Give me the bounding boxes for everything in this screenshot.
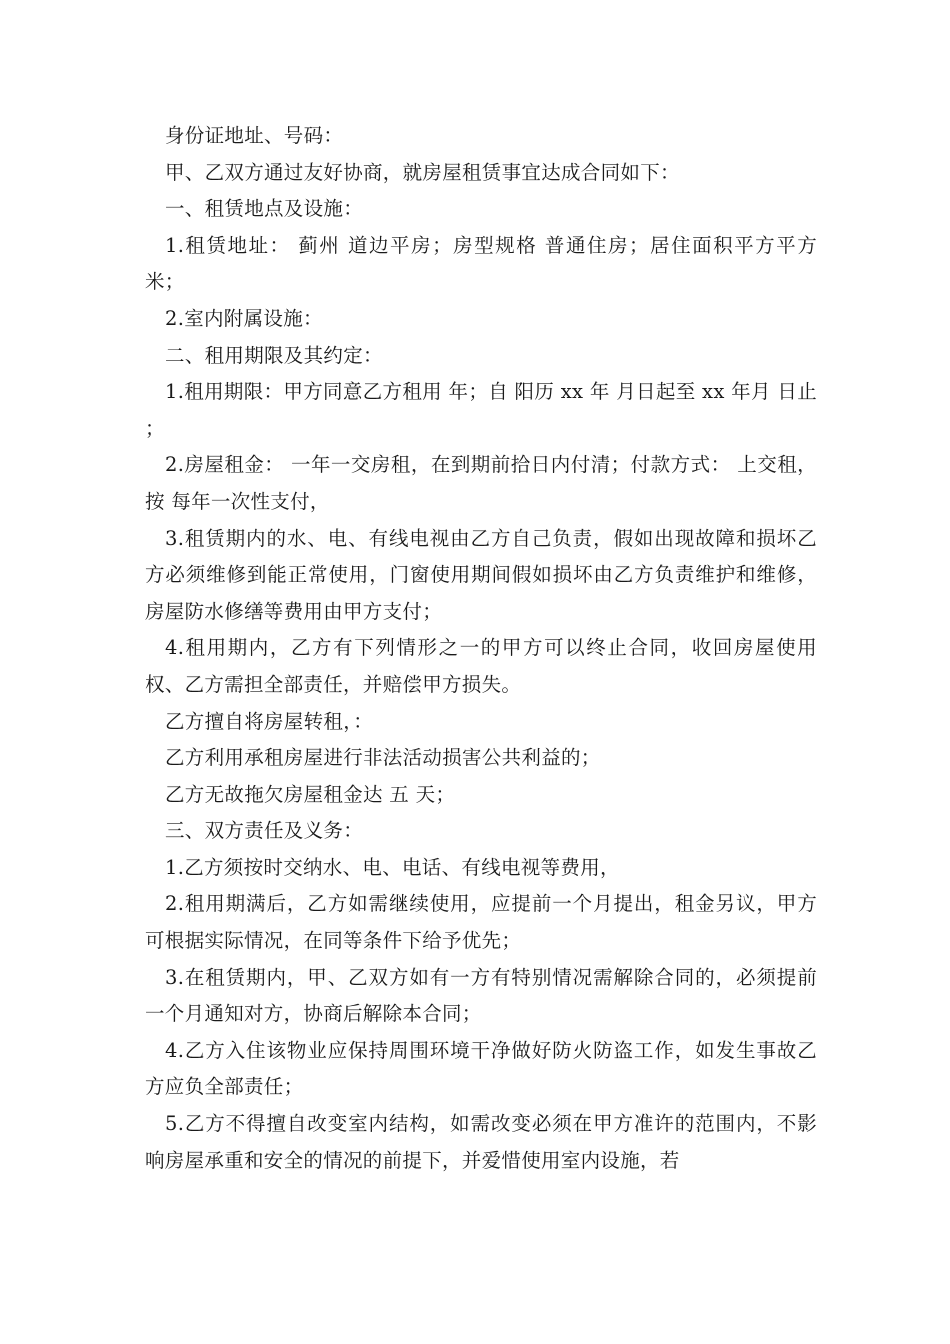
paragraph-illegal-use: 乙方利用承租房屋进行非法活动损害公共利益的；: [165, 746, 601, 770]
section-heading-term: 二、租用期限及其约定：: [165, 343, 383, 367]
paragraph-arrears: 乙方无故拖欠房屋租金达 五 天；: [165, 782, 456, 806]
paragraph-safety: 4.乙方入住该物业应保持周围环境干净做好防火防盗工作，如发生事故乙方应负全部责任；: [145, 1038, 817, 1099]
paragraph-rental-period: 1.租用期限：甲方同意乙方租用 年；自 阳历 xx 年 月日起至 xx 年月 日止 ；: [145, 380, 817, 440]
section-heading-location: 一、租赁地点及设施：: [165, 197, 364, 221]
paragraph-utilities: 3.租赁期内的水、电、有线电视由乙方自己负责，假如出现故障和损坏乙方必须维修到能正常使用，门窗使用期间假如损坏由乙方负责维护和维修，房屋防水修缮等费用由甲方支付；: [145, 526, 817, 623]
document-body: [145, 118, 817, 1179]
paragraph-rent: 2.房屋租金： 一年一交房租，在到期前拾日内付清；付款方式： 上交租，按 每年一次性支付，: [145, 453, 817, 513]
paragraph-facilities: 2.室内附属设施：: [165, 306, 323, 330]
paragraph-id-address: 身份证地址、号码：: [165, 124, 344, 147]
paragraph-fees: 1.乙方须按时交纳水、电、电话、有线电视等费用，: [165, 855, 620, 879]
paragraph-renewal: 2.租用期满后，乙方如需继续使用，应提前一个月提出，租金另议，甲方可根据实际情况，在同等条件下给予优先；: [145, 892, 817, 953]
paragraph-rental-address: 1.租赁地址： 蓟州 道边平房；房型规格 普通住房；居住面积平方平方米；: [145, 233, 817, 294]
paragraph-structure: 5.乙方不得擅自改变室内结构，如需改变必须在甲方准许的范围内，不影响房屋承重和安全的情况的前提下，并爱惜使用室内设施，若: [145, 1112, 817, 1172]
section-heading-obligations: 三、双方责任及义务：: [165, 819, 364, 843]
paragraph-agreement-intro: 甲、乙双方通过友好协商，就房屋租赁事宜达成合同如下：: [165, 160, 680, 184]
paragraph-termination: 4.租用期内，乙方有下列情形之一的甲方可以终止合同，收回房屋使用权、乙方需担全部责任，并赔偿甲方损失。: [145, 636, 817, 696]
paragraph-sublet: 乙方擅自将房屋转租，：: [165, 709, 374, 733]
paragraph-early-termination: 3.在租赁期内，甲、乙双方如有一方有特别情况需解除合同的，必须提前一个月通知对方，协商后解除本合同；: [145, 965, 817, 1026]
